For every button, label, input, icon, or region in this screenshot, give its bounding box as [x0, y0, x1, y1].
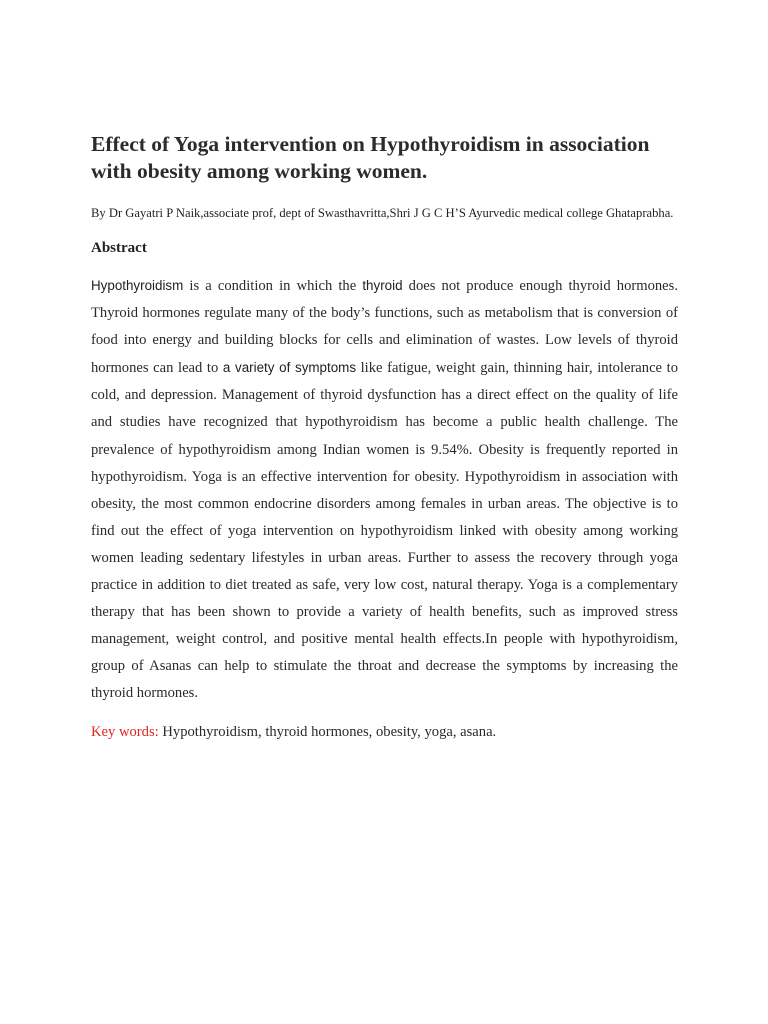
keywords-label: Key words: [91, 724, 159, 740]
abstract-text-part-1: is a condition in which the [183, 278, 363, 294]
keywords-line [91, 721, 678, 743]
term-hypothyroidism: Hypothyroidism [91, 278, 184, 293]
abstract-body [91, 272, 678, 708]
paper-title: Effect of Yoga intervention on Hypothyroidism in association with obesity among working women. [91, 132, 650, 183]
abstract-text-part-3: like fatigue, weight gain, thinning hair, intolerance to cold, and depression. Management of thyroid dysfunction has a direct effect on the quality of life and studies have recognized that hypothyroidism has become a public health challenge. The prevalence of hypothyroidism among Indian women is 9.54%. Obesity is frequently reported in hypothyroidism. Yoga is an effective intervention for obesity. Hypothyroidism in association with obesity, the most common endocrine disorders among females in urban areas. The objective is to find out the effect of yoga intervention on hypothyroidism linked with obesity among working women leading sedentary lifestyles in urban areas. Further to assess the recovery through yoga practice in addition to diet treated as safe, very low cost, natural therapy. Yoga is a complementary therapy that has been shown to provide a variety of health benefits, such as improved stress management, weight control, and positive mental health effects.In people with hypothyroidism, group of Asanas can help to stimulate the throat and decrease the symptoms by increasing the thyroid hormones. [91, 360, 678, 702]
abstract-heading: Abstract [91, 240, 147, 256]
term-variety-of-symptoms: a variety of symptoms [222, 360, 357, 376]
keywords-text: Hypothyroidism, thyroid hormones, obesity, yoga, asana. [158, 724, 497, 740]
author-byline: By Dr Gayatri P Naik,associate prof, dept of Swasthavritta,Shri J G C H’S Ayurvedic medical college Ghataprabha. [91, 206, 674, 220]
term-thyroid: thyroid [362, 278, 403, 293]
abstract-text-part-2: does not produce enough thyroid hormones. Thyroid hormones regulate many of the body’s functions, such as metabolism that is conversion of food into energy and building blocks for cells and elimination of wastes. Low levels of thyroid hormones can lead to [91, 278, 678, 377]
